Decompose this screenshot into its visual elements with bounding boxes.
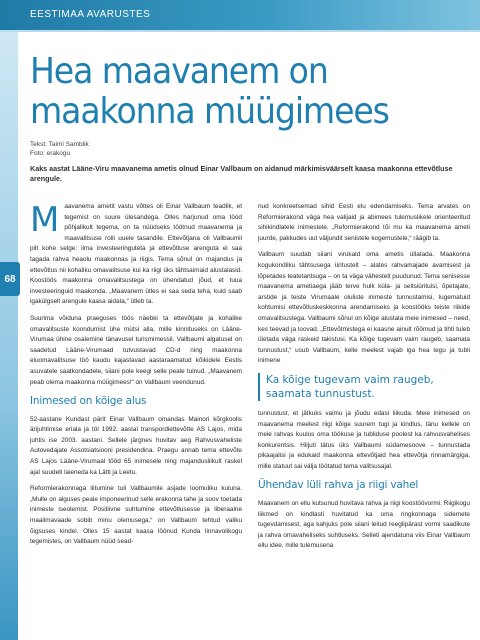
section-subheading: Ühendav lüli rahva ja riigi vahel [258, 479, 419, 492]
article-paragraph: tunnustust, et jätkuks vaimu ja jõudu edasi liikuda. Meie inimesed on maavanema meelest riigi kõige suurem tugi ja kindlus, tänu kellele on meie rahvas kuulus oma töökuse ja tubliduse poolest ka rahvusvahelises konkurentsis. Hiljuti tätus üks Vallbaumi südamesoove – tunnustada pikaajalisi ja edukaid maakonna ettevõtjaid hea ettevõtja rinnamärgiga, mille statuut sai välja töötatud tema valitsusajal. [258, 409, 470, 470]
section-label: EESTIMAA AVARUSTES [30, 9, 151, 20]
article-paragraph [30, 202, 242, 308]
article-column-right [258, 202, 470, 558]
page-number-tab [0, 262, 20, 296]
section-header-bar [0, 0, 480, 30]
section-subheading: Inimesed on kõige alus [30, 395, 147, 408]
article-column-left [30, 202, 242, 554]
article-paragraph: Suurima võiduna praeguses töös näebki ta ettevõtjate ja kohalike omavalitsuste koondumist ühe mütsi alla, mille kinnituseks on Lääne-Virumaa ühine osalemine tänavusel turismimessil. Vallbaumi algatusel on saadetud Lääne-Virumaad tutvustavad CD-d ning maakonna eluomavalitsuse töö kaudu kajastavad aastaraamatud kõikidele Eestis asuvatele saatkondadele, siiani pole keegi selle peale tulnud. „Maavanem peab olema maakonna müügimees!“ on Vallbaum veendunud. [30, 314, 242, 386]
pull-quote: Ka kõige tugevam vaim raugeb, saamata tunnustust. [258, 373, 470, 401]
article-paragraph: Reformierakonnaga liitumine tuli Vallbaumile asjade loomuliku kuluna. „Mulle on alguses peale imponeerinud selle erakonna tahe ja soov toetada inimeste iseolemist. Positiivne suhtumine ettevõtlusesse ja liberaalne maailmavaade sobib minu olemusega,“ on Vallbaum tehtud valiku õigsuses kindel. Olles 15 aastat kaasa löönud Kunda linnavolikogu tegemistes, on Vallbaum nüüd sead- [30, 485, 242, 546]
author-credit: Tekst: Taimi Samblik [30, 141, 89, 148]
article-headline: Hea maavanem on maakonna müügimees [30, 51, 389, 132]
article-paragraph: 52-aastane Kundast pärit Einar Vallbaum omandas Mainori kõrgkoolis ärijuhtimise eriala ja töl 1992. aastal transpordiettevõtte AS Lajos, mida juhtis ise 2003. aastani. Sellele järgnes huvitav aeg Rahvusvaheliste Autovedajate Assotsiatsiooni presidendina. Praegu annab tema ettevõte AS Lajos Lääne-Virumaal tööd 65 inimesele ning majandusliikult raskel ajal suudeti laieneda ka Lätti ja Leetu. [30, 415, 242, 476]
article-paragraph: Maavanem on ellu kutsunud huvitava rahva ja riigi koostöövormi. Riigikogu liikmed on kindlasti huvitatud ka oma ringkonnaga sidemete tugevdamisest, aga kahjuks pole siiani leitud reeglipärast vormi saadikute ja rahva omavaheliseks suhtluseks. Selleti ajendatuna viis Einar Vallbaum ellu idee, mille tulemusena [258, 500, 470, 550]
article-paragraph: nud konkreetsemad sihid Eesti elu edendamiseks. Tema arvates on Reformierakond väga hea valijaid ja abimees tulemuslikele orienteeritud sihikindlatele inimestele. „Reformierakond tõi mu ka maavanema ameti juurde, pakkudes uut väljundit senistele kogemustele,“ räägib ta. [258, 203, 470, 242]
article-credits [30, 140, 89, 158]
drop-cap: M [30, 200, 60, 240]
article-lead: Kaks aastat Lääne-Viru maavanema ametis olnud Einar Vallbaum on aidanud märkimisväärselt kaasa maakonna ettevõtluse arengule. [30, 164, 453, 183]
decorative-side-rail [0, 32, 18, 640]
photo-credit: Foto: erakogu [30, 150, 71, 157]
paragraph-text: aavanema ametit vastu võttes oli Einar Vallbaum teadlik, et tegemist on suure ülesandega. Olles harjunud oma tööd põhjalikult tegema, on ta nüüdseks töötnud maavanema ja maavalitsuse rolli uuele tasandile. Ettevõtjana oli Vallbaumil pilt kohe selge: ilma investeeringuteta ja ettevõtluse arenguta ei saa tagada rahva heaolu maakonnas ja riigis. Tema sõnul on majandus ja ettevõtlus nii kohaliku omavalitsuse kui ka riigi üks tähtsaimaid alustalasid. Koostöös maakonna omavalitsustega on ühendatud jõud, et tuua investeeringuid maakonda. „Maavanem ütles ei saa seda teha, kuid saab igakülgselt arengule kaasa aidata,“ ütleb ta. [30, 203, 242, 306]
header-divider [0, 30, 480, 32]
article-paragraph: Vallbaum suudab siiani virukald oma ametis üllatada. Maakonna kogukondliku tähtsusega üritustelt – alates rahvamajade avamisest ja lõpetades teatetantsuga – on ta väga vähestelt puudunud. Tema senisesse maavanema ametiaega jääb terve hulk küla- ja seltsiürituisi, õpetajate, arstide ja teiste Virumaale oluliste inimeste tunnustamisi, lugematuid kohtumisi ettevõtluskeskkonna arendamiseks ja koostööks teiste riikide omavalitsustega. Vallbaumi sõnul on kõige alustala meie inimesed – need, kes teevad ja loovad. „Ettevõtmistega ei kaasne ainult rõõmud ja tihti tuleb ületada väga raskeid takistusi. Ka kõige tugevam vaim raugeb, saamata tunnustust,“ usub Vallbaum, kelle meelest vajab iga hea tegu ja tubli inimene [258, 251, 470, 365]
page-number: 68 [4, 273, 16, 285]
